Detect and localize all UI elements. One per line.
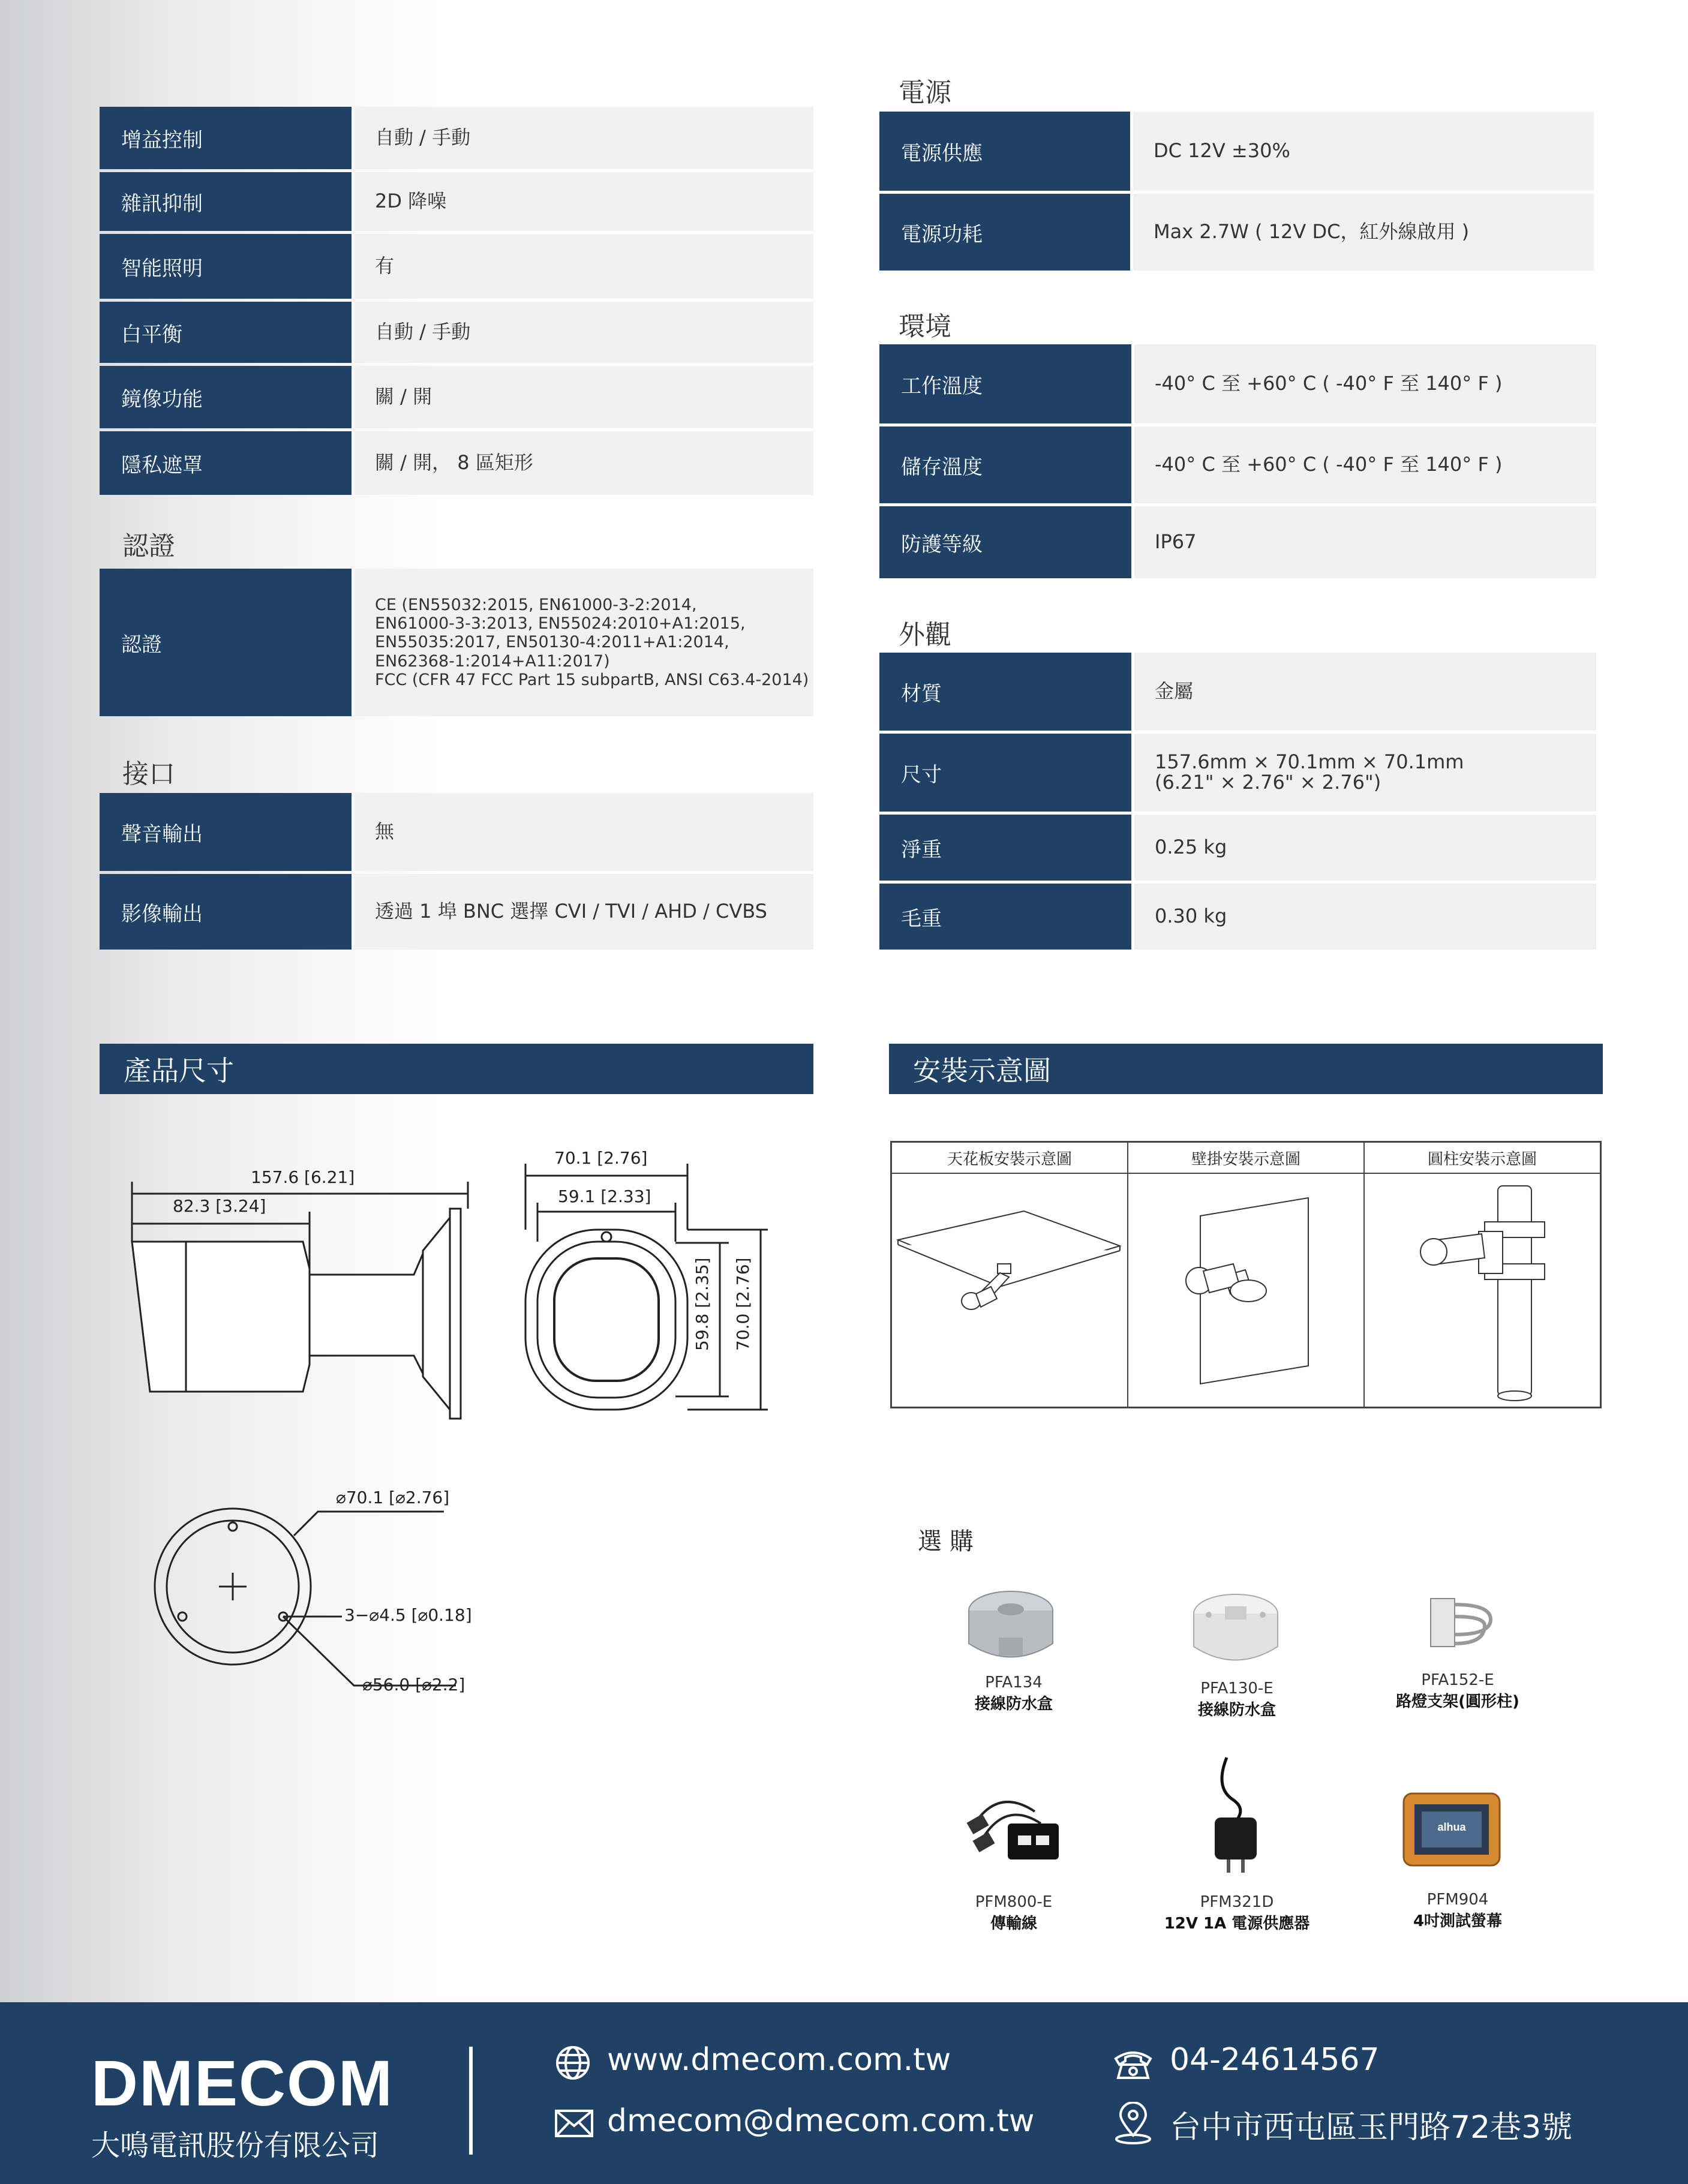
spec-row xyxy=(100,234,813,299)
spec-value: DC 12V ±30% xyxy=(1133,112,1594,191)
spec-label: 材質 xyxy=(879,653,1131,731)
spec-label: 電源供應 xyxy=(879,112,1130,191)
spec-row xyxy=(879,884,1596,950)
dim-front-height: 70.0 [2.76] xyxy=(733,1257,753,1351)
phone-icon xyxy=(1113,2047,1153,2080)
globe-icon xyxy=(554,2044,591,2081)
dim-front-inner: 59.1 [2.33] xyxy=(558,1186,651,1206)
spec-label: 鏡像功能 xyxy=(100,366,352,428)
spec-value: 關 / 開， 8 區矩形 xyxy=(355,431,813,495)
accessory-desc: 路燈支架(圓形柱) xyxy=(1396,1693,1519,1711)
spec-value: 有 xyxy=(355,234,813,299)
dim-front-width: 70.1 [2.76] xyxy=(554,1148,648,1168)
spec-label: 儲存溫度 xyxy=(879,426,1131,503)
monitor-logo: alhua xyxy=(1437,1821,1466,1833)
spec-value: 關 / 開 xyxy=(355,366,813,428)
spec-value: 2D 降噪 xyxy=(355,172,813,231)
dim-front-height-inner: 59.8 [2.35] xyxy=(692,1257,712,1351)
spec-label: 電源功耗 xyxy=(879,194,1130,271)
spec-row xyxy=(100,431,813,495)
spec-label: 聲音輸出 xyxy=(100,793,352,871)
accessory-code: PFA134 xyxy=(985,1674,1043,1692)
transmission-cable-icon xyxy=(963,1788,1071,1871)
accessory-item xyxy=(918,1893,1110,1933)
accessory-desc: 傳輸線 xyxy=(990,1915,1037,1933)
spec-row xyxy=(879,506,1596,578)
spec-label: 增益控制 xyxy=(100,107,352,169)
footer xyxy=(0,2002,1688,2184)
install-body xyxy=(892,1174,1600,1407)
mail-icon xyxy=(554,2109,594,2138)
accessory-item xyxy=(1141,1680,1333,1720)
accessory-desc: 接線防水盒 xyxy=(1197,1701,1276,1719)
spec-label: 雜訊抑制 xyxy=(100,172,352,231)
spec-label: 淨重 xyxy=(879,815,1131,881)
accessory-desc: 12V 1A 電源供應器 xyxy=(1164,1915,1310,1933)
wall-mount-illustration xyxy=(1128,1174,1365,1407)
spec-row xyxy=(100,172,813,231)
pole-mount-illustration xyxy=(1365,1174,1600,1407)
install-col-wall: 壁掛安裝示意圖 xyxy=(1128,1143,1365,1173)
dim-length: 157.6 [6.21] xyxy=(251,1167,355,1187)
accessory-code: PFM800-E xyxy=(975,1893,1053,1911)
spec-row xyxy=(879,653,1596,731)
spec-value: -40° C 至 +60° C ( -40° F 至 140° F ) xyxy=(1134,426,1596,503)
spec-row xyxy=(100,569,813,716)
section-title-interface: 接口 xyxy=(122,759,175,789)
banner-install: 安裝示意圖 xyxy=(889,1044,1603,1094)
spec-row xyxy=(879,112,1594,191)
spec-label: 防護等級 xyxy=(879,506,1131,578)
company-name: 大鳴電訊股份有限公司 xyxy=(91,2129,380,2162)
dim-base-diameter: ⌀70.1 [⌀2.76] xyxy=(336,1488,450,1507)
spec-label: 工作溫度 xyxy=(879,344,1131,423)
spec-label: 影像輸出 xyxy=(100,874,352,950)
accessory-code: PFA152-E xyxy=(1421,1671,1494,1689)
accessory-item xyxy=(1362,1671,1554,1711)
accessory-code: PFM904 xyxy=(1426,1891,1489,1909)
spec-value: 0.30 kg xyxy=(1134,884,1596,950)
left-spec-table xyxy=(100,107,813,498)
spec-label: 毛重 xyxy=(879,884,1131,950)
accessory-code: PFM321D xyxy=(1200,1893,1274,1911)
section-title-certification: 認證 xyxy=(122,531,175,561)
section-title-environment: 環境 xyxy=(899,311,951,342)
section-title-power: 電源 xyxy=(899,77,951,108)
power-table xyxy=(879,112,1594,274)
accessory-item xyxy=(918,1674,1110,1714)
interface-table xyxy=(100,793,813,953)
section-title-appearance: 外觀 xyxy=(899,620,951,650)
ceiling-mount-illustration xyxy=(892,1174,1128,1407)
spec-value: CE (EN55032:2015, EN61000-3-2:2014, EN61000-3-3:2013, EN55024:2010+A1:2015, EN55035:2017, EN50130-4:2011+A1:2014, EN62368-1:2014+A11:2017) FCC (CFR 47 FCC Part 15 subpartB, ANSI C63.4-2014) xyxy=(355,569,813,716)
banner-dimensions: 產品尺寸 xyxy=(100,1044,813,1094)
appearance-table xyxy=(879,653,1596,953)
pole-bracket-icon xyxy=(1425,1593,1497,1659)
spec-label: 尺寸 xyxy=(879,734,1131,812)
spec-row xyxy=(100,793,813,871)
address: 台中市西屯區玉門路72巷3號 xyxy=(1170,2110,1573,2146)
spec-value: 無 xyxy=(355,793,813,871)
spec-value: -40° C 至 +60° C ( -40° F 至 140° F ) xyxy=(1134,344,1596,423)
location-pin-icon xyxy=(1113,2102,1153,2145)
install-header xyxy=(892,1143,1600,1174)
spec-row xyxy=(879,815,1596,881)
spec-label: 認證 xyxy=(100,569,352,716)
accessory-code: PFA130-E xyxy=(1200,1680,1273,1698)
power-adapter-icon xyxy=(1191,1752,1275,1883)
spec-value: 0.25 kg xyxy=(1134,815,1596,881)
accessories-title: 選 購 xyxy=(918,1528,974,1555)
brand-logo: DMECOM xyxy=(91,2047,394,2119)
install-col-pole: 圓柱安裝示意圖 xyxy=(1427,1150,1537,1168)
spec-row xyxy=(879,734,1596,812)
spec-row xyxy=(879,194,1594,271)
accessory-item xyxy=(1141,1893,1333,1933)
spec-label: 隱私遮罩 xyxy=(100,431,352,495)
dim-hole-circle: ⌀56.0 [⌀2.2] xyxy=(362,1675,465,1695)
spec-row xyxy=(100,874,813,950)
spec-value: 157.6mm × 70.1mm × 70.1mm (6.21" × 2.76" × 2.76") xyxy=(1134,734,1596,812)
spec-row xyxy=(100,366,813,428)
spec-value: IP67 xyxy=(1134,506,1596,578)
cert-table xyxy=(100,569,813,719)
install-col-ceiling: 天花板安裝示意圖 xyxy=(892,1143,1128,1173)
spec-value: Max 2.7W ( 12V DC，紅外線啟用 ) xyxy=(1133,194,1594,271)
accessory-item xyxy=(1362,1891,1554,1931)
spec-value: 金屬 xyxy=(1134,653,1596,731)
dim-screw-holes: 3−⌀4.5 [⌀0.18] xyxy=(344,1605,472,1625)
dimension-drawing xyxy=(96,1128,828,1740)
spec-row xyxy=(879,426,1596,503)
phone-number: 04-24614567 xyxy=(1170,2042,1380,2078)
spec-label: 智能照明 xyxy=(100,234,352,299)
spec-row xyxy=(879,344,1596,423)
environment-table xyxy=(879,344,1596,581)
dim-body-length: 82.3 [3.24] xyxy=(173,1196,266,1216)
website-link[interactable]: www.dmecom.com.tw xyxy=(607,2042,951,2078)
spec-value: 透過 1 埠 BNC 選擇 CVI / TVI / AHD / CVBS xyxy=(355,874,813,950)
spec-label: 白平衡 xyxy=(100,302,352,363)
spec-row xyxy=(100,107,813,169)
spec-row xyxy=(100,302,813,363)
junction-box-icon xyxy=(966,1587,1056,1671)
email-link[interactable]: dmecom@dmecom.com.tw xyxy=(607,2103,1035,2139)
junction-box-white-icon xyxy=(1191,1590,1281,1674)
spec-value: 自動 / 手動 xyxy=(355,107,813,169)
footer-divider xyxy=(469,2047,473,2155)
install-table xyxy=(890,1141,1602,1408)
spec-value: 自動 / 手動 xyxy=(355,302,813,363)
accessory-desc: 4吋測試螢幕 xyxy=(1413,1912,1503,1930)
test-monitor-icon xyxy=(1398,1788,1506,1871)
accessory-desc: 接線防水盒 xyxy=(974,1695,1053,1713)
